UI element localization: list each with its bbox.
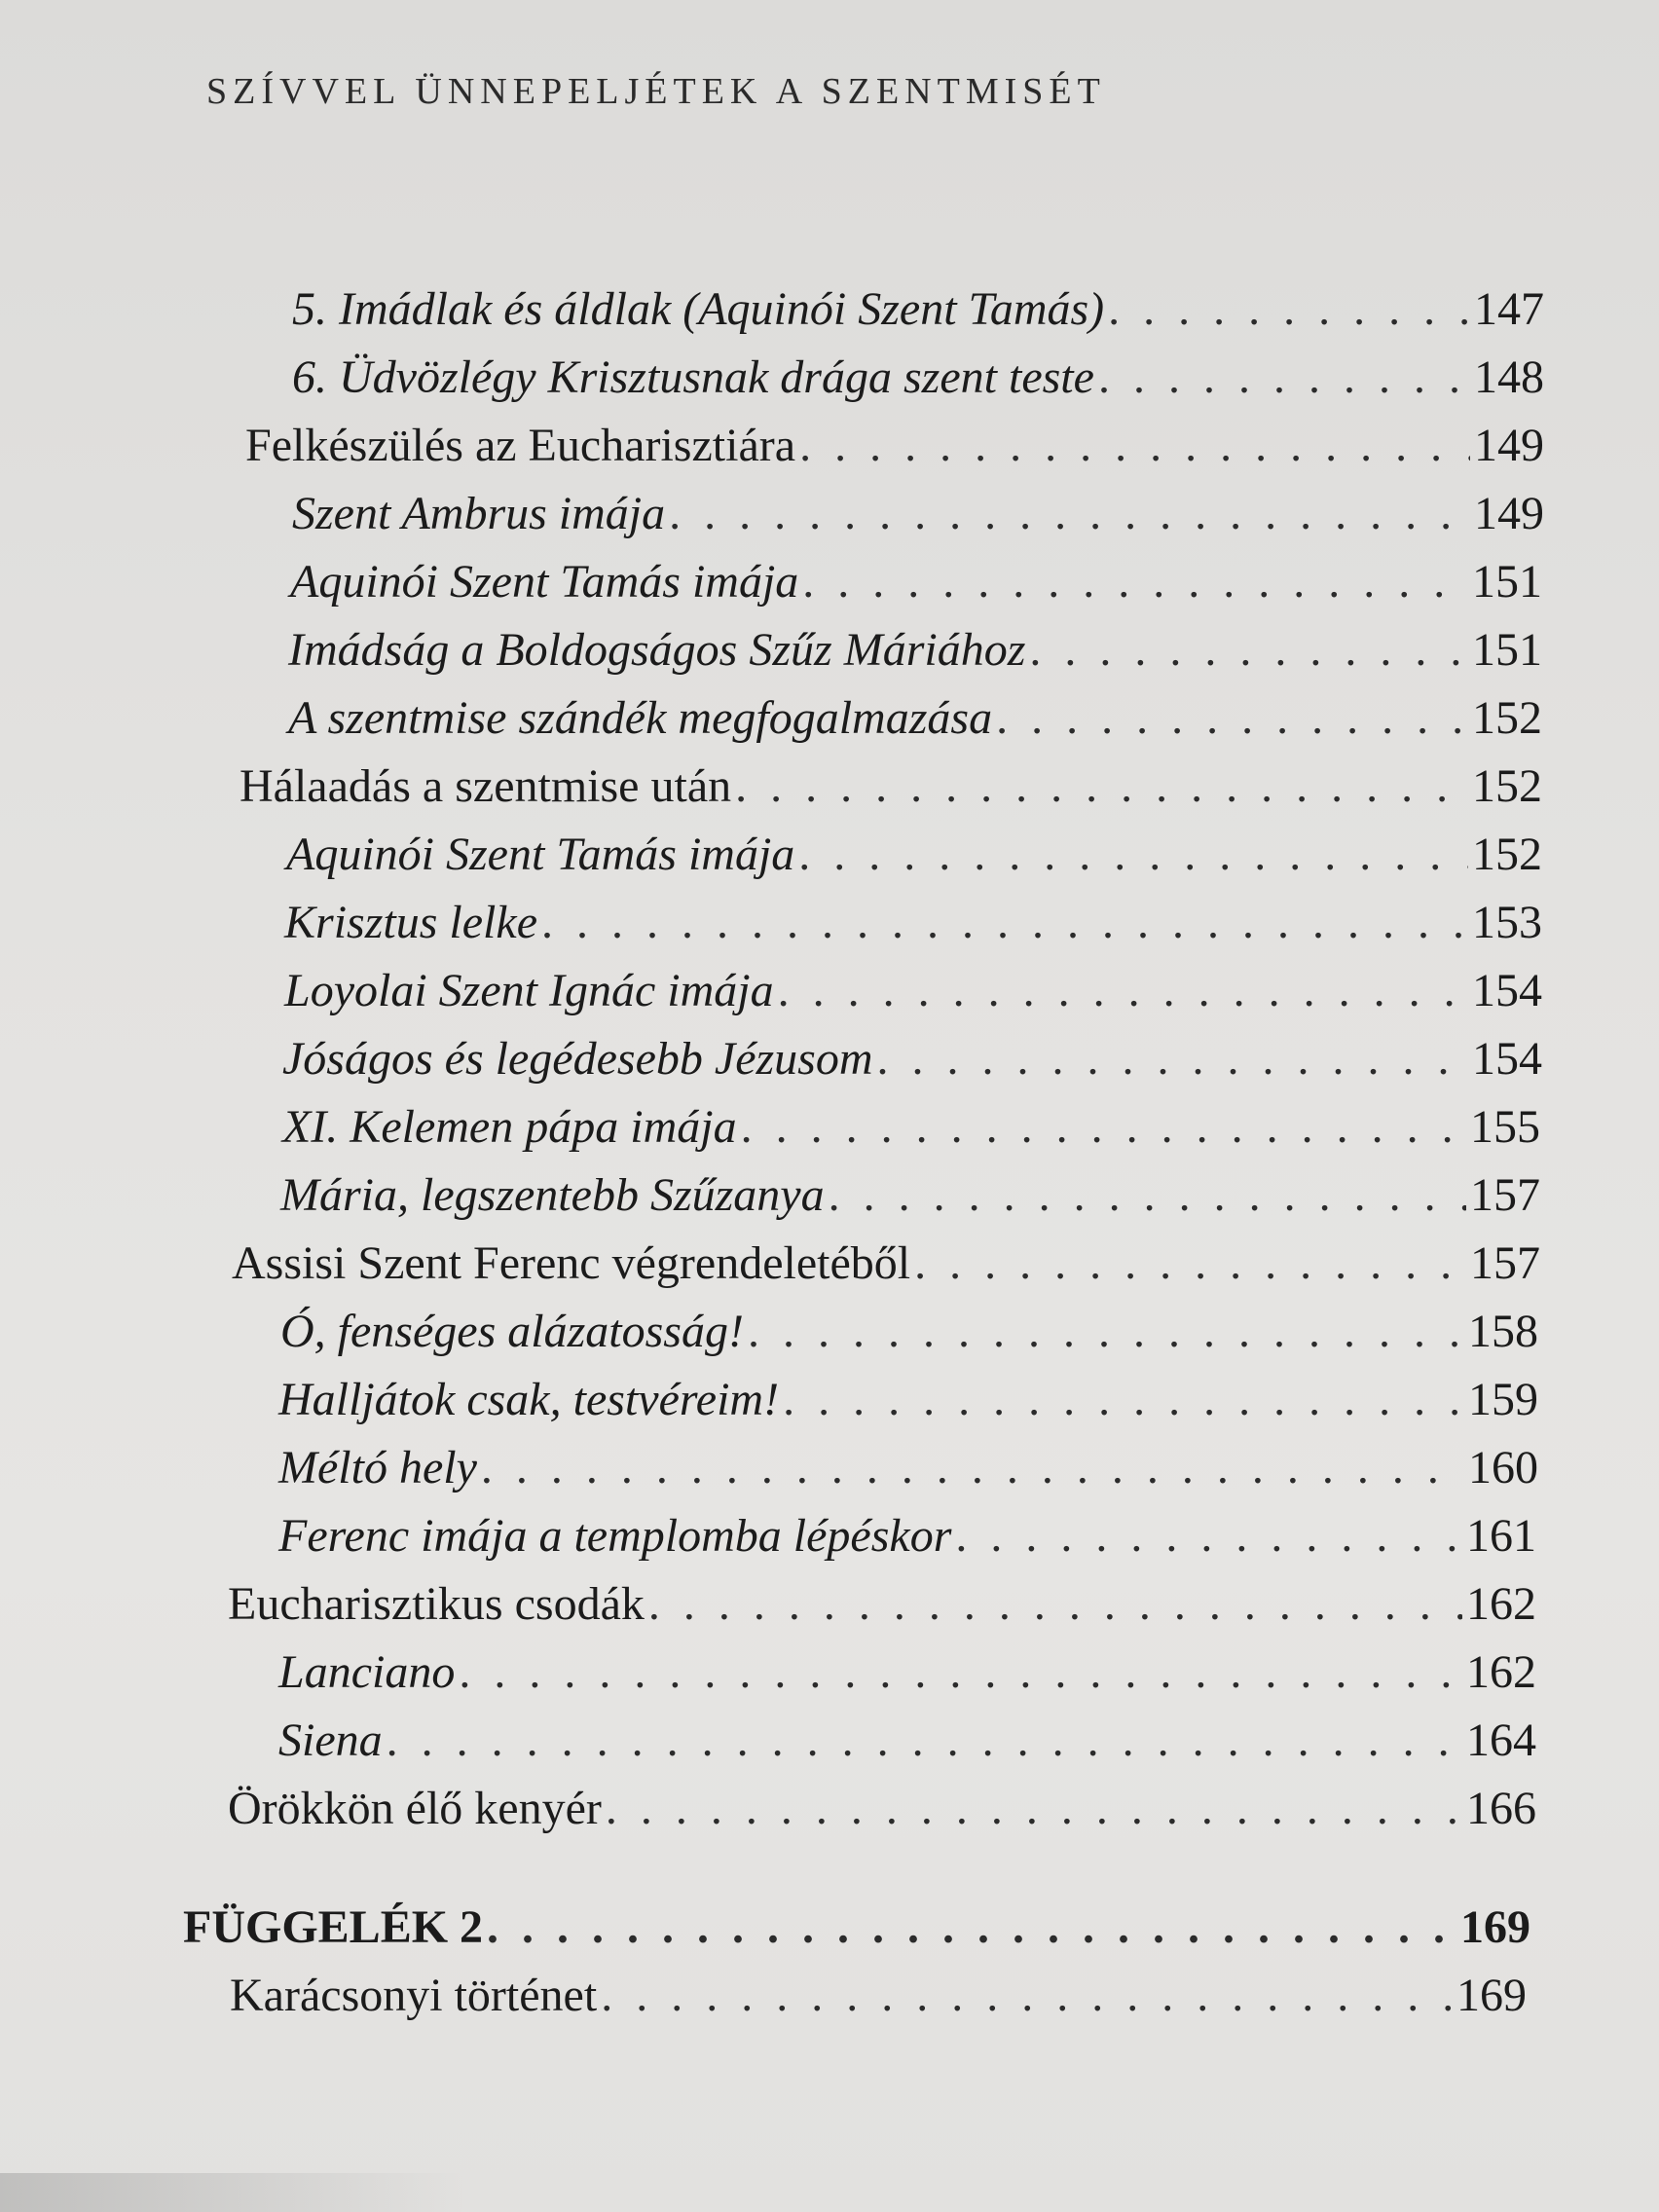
- dot-leader: [735, 757, 1468, 816]
- toc-entry-title: Assisi Szent Ferenc végrendeletéből: [232, 1237, 911, 1289]
- toc-entry-page: 148: [1474, 351, 1544, 403]
- dot-leader: [606, 1780, 1462, 1838]
- toc-entry-title: Örökkön élő kenyér: [228, 1783, 602, 1834]
- toc-entry: [278, 1439, 1538, 1497]
- toc-entry-title: Loyolai Szent Ignác imája: [284, 965, 774, 1016]
- toc-entry-page: 159: [1468, 1374, 1538, 1425]
- toc-entry: [292, 349, 1544, 407]
- dot-leader: [669, 485, 1470, 543]
- dot-leader: [748, 1303, 1464, 1361]
- dot-leader: [798, 826, 1468, 884]
- toc-entry-title: Lanciano: [278, 1646, 456, 1698]
- toc-entry-title: Mária, legszentebb Szűzanya: [280, 1169, 825, 1221]
- toc-entry-page: 154: [1472, 1033, 1542, 1085]
- toc-entry-title: Krisztus lelke: [284, 897, 537, 948]
- toc-entry-page: 153: [1472, 897, 1542, 948]
- toc-entry: [278, 1371, 1538, 1429]
- dot-leader: [996, 689, 1468, 748]
- toc-entry: [284, 962, 1542, 1020]
- toc-entry: [245, 417, 1544, 475]
- toc-entry-page: 161: [1466, 1510, 1536, 1562]
- toc-entry: [288, 621, 1542, 680]
- toc-entry-title: Karácsonyi történet: [230, 1970, 598, 2021]
- toc-entry: [288, 689, 1542, 748]
- dot-leader: [541, 894, 1468, 952]
- toc-entry-title: A szentmise szándék megfogalmazása: [288, 692, 993, 744]
- toc-entry: [292, 485, 1544, 543]
- dot-leader: [799, 417, 1470, 475]
- toc-entry-title: XI. Kelemen pápa imája: [282, 1101, 737, 1153]
- dot-leader: [955, 1507, 1462, 1566]
- dot-leader: [487, 1899, 1456, 1957]
- toc-entry-title: Jóságos és legédesebb Jézusom: [282, 1033, 873, 1085]
- toc-entry-title: 6. Üdvözlégy Krisztusnak drága szent teste: [292, 351, 1094, 403]
- toc-entry: [280, 1303, 1538, 1361]
- toc-entry-page: 155: [1470, 1101, 1540, 1153]
- toc-entry-page: 149: [1474, 488, 1544, 539]
- toc-entry: [240, 757, 1542, 816]
- toc-entry-page: 157: [1470, 1169, 1540, 1221]
- toc-entry-page: 149: [1474, 420, 1544, 471]
- toc-entry-title: Aquinói Szent Tamás imája: [290, 556, 799, 608]
- toc-entry-page: 158: [1468, 1306, 1538, 1357]
- dot-leader: [1029, 621, 1468, 680]
- dot-leader: [601, 1967, 1453, 2025]
- toc-section-page: 169: [1460, 1901, 1530, 1953]
- dot-leader: [877, 1030, 1468, 1088]
- toc-entry: [278, 1643, 1536, 1702]
- toc-entry: [284, 894, 1542, 952]
- dot-leader: [914, 1235, 1466, 1293]
- dot-leader: [783, 1371, 1464, 1429]
- toc-entry-page: 147: [1474, 283, 1544, 335]
- dot-leader: [829, 1166, 1466, 1225]
- toc-entry-title: Szent Ambrus imája: [292, 488, 666, 539]
- dot-leader: [387, 1712, 1462, 1770]
- page-edge-shadow: [0, 2173, 467, 2212]
- toc-entry: [228, 1780, 1536, 1838]
- toc-section-entry: [183, 1899, 1530, 1957]
- toc-entry-page: 151: [1472, 556, 1542, 608]
- toc-entry-page: 160: [1468, 1442, 1538, 1493]
- toc-entry-page: 152: [1472, 829, 1542, 880]
- toc-section-title: FÜGGELÉK 2: [183, 1901, 484, 1953]
- toc-entry-title: Felkészülés az Eucharisztiára: [245, 420, 796, 471]
- toc-entry: [278, 1507, 1536, 1566]
- toc-entry-page: 157: [1470, 1237, 1540, 1289]
- toc-entry-title: Ó, fenséges alázatosság!: [280, 1306, 744, 1357]
- running-head: SZÍVVEL ÜNNEPELJÉTEK A SZENTMISÉT: [206, 71, 1106, 112]
- dot-leader: [648, 1575, 1462, 1634]
- toc-entry-title: Hálaadás a szentmise után: [240, 760, 732, 812]
- dot-leader: [1108, 280, 1470, 339]
- toc-entry-title: Aquinói Szent Tamás imája: [286, 829, 795, 880]
- toc-entry-page: 162: [1466, 1578, 1536, 1630]
- toc-entry-page: 169: [1456, 1970, 1527, 2021]
- toc-entry-page: 162: [1466, 1646, 1536, 1698]
- toc-entry-page: 152: [1472, 760, 1542, 812]
- toc-entry: [278, 1712, 1536, 1770]
- dot-leader: [459, 1643, 1462, 1702]
- toc-entry: [230, 1967, 1527, 2025]
- toc-entry-title: Halljátok csak, testvéreim!: [278, 1374, 780, 1425]
- toc-entry-title: Siena: [278, 1714, 383, 1766]
- toc-entry-page: 151: [1472, 624, 1542, 676]
- toc-entry: [228, 1575, 1536, 1634]
- toc-entry: [280, 1166, 1540, 1225]
- toc-entry-title: Méltó hely: [278, 1442, 477, 1493]
- toc-entry-title: Imádság a Boldogságos Szűz Máriához: [288, 624, 1026, 676]
- dot-leader: [741, 1098, 1466, 1157]
- toc-entry: [232, 1235, 1540, 1293]
- toc-entry-page: 154: [1472, 965, 1542, 1016]
- toc-entry: [286, 826, 1542, 884]
- toc-entry: [292, 280, 1544, 339]
- toc-entry: [282, 1030, 1542, 1088]
- toc-entry-page: 164: [1466, 1714, 1536, 1766]
- toc-entry-page: 166: [1466, 1783, 1536, 1834]
- dot-leader: [1098, 349, 1470, 407]
- toc-entry-title: 5. Imádlak és áldlak (Aquinói Szent Tamás): [292, 283, 1105, 335]
- dot-leader: [778, 962, 1468, 1020]
- dot-leader: [802, 553, 1468, 611]
- toc-entry: [290, 553, 1542, 611]
- toc-entry: [282, 1098, 1540, 1157]
- dot-leader: [481, 1439, 1464, 1497]
- toc-entry-title: Ferenc imája a templomba lépéskor: [278, 1510, 952, 1562]
- toc-entry-title: Eucharisztikus csodák: [228, 1578, 645, 1630]
- toc-entry-page: 152: [1472, 692, 1542, 744]
